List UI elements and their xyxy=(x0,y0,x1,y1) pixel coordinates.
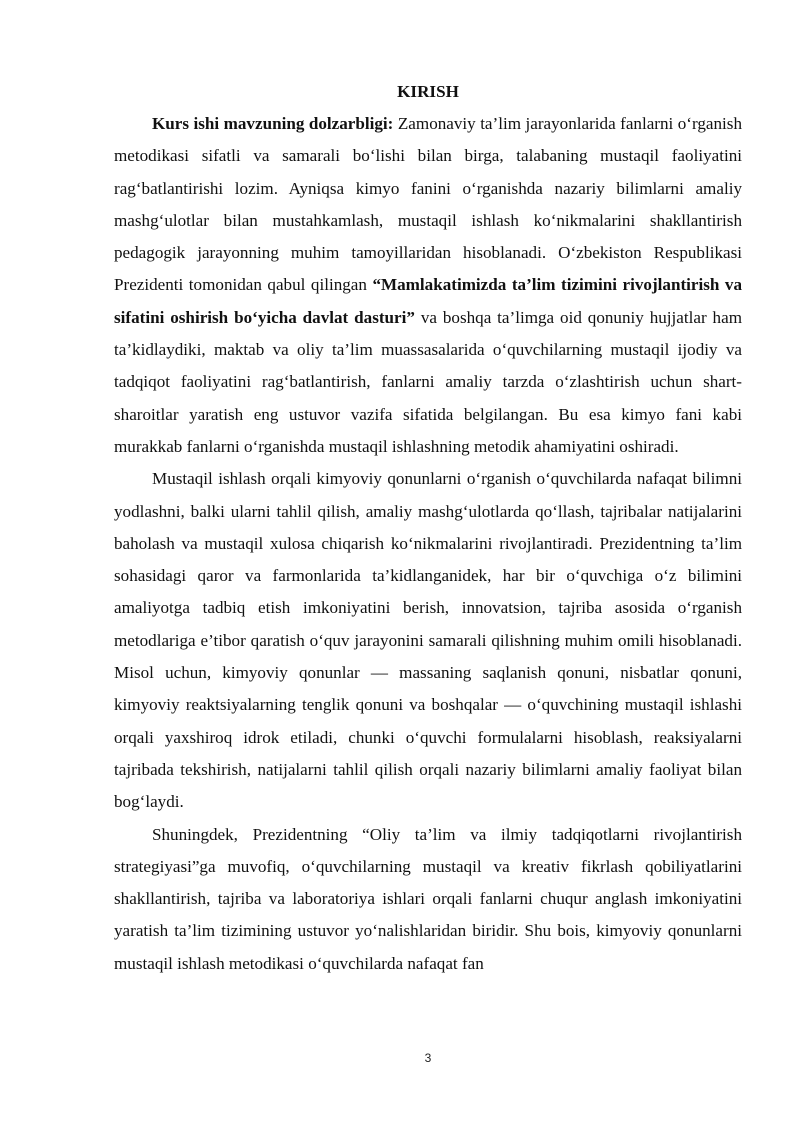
program-title: “Mamlakatimizda ta’lim tizimini rivojlantirish va sifatini oshirish bo‘yicha davlat dasturi” xyxy=(114,275,742,327)
paragraph-text: Zamonaviy ta’lim jarayonlarida fanlarni o‘rganish metodikasi sifatli va samarali bo‘lishi bilan birga, talabaning mustaqil faoliyatini rag‘batlantirishi lozim. Ayniqsa kimyo fanini o‘rganishda nazariy bilimlarni amaliy mashg‘ulotlar bilan mustahkamlash, mustaqil ishlash ko‘nikmalarini shakllantirish pedagogik jarayonning muhim tamoyillaridan hisoblanadi. O‘zbekiston Respublikasi Prezidenti tomonidan qabul qilingan xyxy=(114,114,743,295)
paragraph-independent-work: Mustaqil ishlash orqali kimyoviy qonunlarni o‘rganish o‘quvchilarda nafaqat bilimni yodlashni, balki ularni tahlil qilish, amaliy mashg‘ulotlarda qo‘llash, tajribalar natijalarini baholash va mustaqil xulosa chiqarish ko‘nikmalarini rivojlantiradi. Prezidentning ta’lim sohasidagi qaror va farmonlarida ta’kidlanganidek, har bir o‘quvchiga o‘z bilimini amaliyotga tadbiq etish imkoniyatini berish, innovatsion, tajriba asosida o‘rganish metodlariga e’tibor qaratish o‘quv jarayonini samarali qilishning muhim omili hisoblanadi. Misol uchun, kimyoviy qonunlar — massaning saqlanish qonuni, nisbatlar qonuni, kimyoviy reaktsiyalarning tenglik qonuni va boshqalar — o‘quvchining mustaqil ishlashi orqali yaxshiroq idrok etiladi, chunki o‘quvchi formulalarni hisoblash, reaksiyalarni tajribada tekshirish, natijalarni tahlil qilish orqali nazariy bilimlarni amaliy faoliyat bilan bog‘laydi. xyxy=(114,469,742,812)
section-heading: KIRISH xyxy=(397,82,459,101)
paragraph-strategy: Shuningdek, Prezidentning “Oliy ta’lim va ilmiy tadqiqotlarni rivojlantirish strategiyasi”ga muvofiq, o‘quvchilarning mustaqil va kreativ fikrlash qobiliyatlarini shakllantirish, tajriba va laboratoriya ishlari orqali fanlarni chuqur anglash imkoniyatini yaratish ta’lim tizimining ustuvor yo‘nalishlaridan biridir. Shu bois, kimyoviy qonunlarni mustaqil ishlash metodikasi o‘quvchilarda nafaqat fan xyxy=(114,824,742,973)
paragraph-relevance xyxy=(114,108,742,463)
relevance-label: Kurs ishi mavzuning dolzarbligi: xyxy=(152,114,394,133)
document-body xyxy=(114,76,742,980)
paragraph-text: va boshqa ta’limga oid qonuniy hujjatlar ham ta’kidlaydiki, maktab va oliy ta’lim muassasalarida o‘quvchilarning mustaqil ijodiy va tadqiqot faoliyatini rag‘batlantirish, fanlarni amaliy tarzda o‘zlashtirish uchun shart-sharoitlar yaratish eng ustuvor vazifa sifatida belgilangan. Bu esa kimyo fani kabi murakkab fanlarni o‘rganishda mustaqil ishlashning metodik ahamiyatini oshiradi. xyxy=(114,307,742,456)
page-number: 3 xyxy=(424,1051,432,1065)
